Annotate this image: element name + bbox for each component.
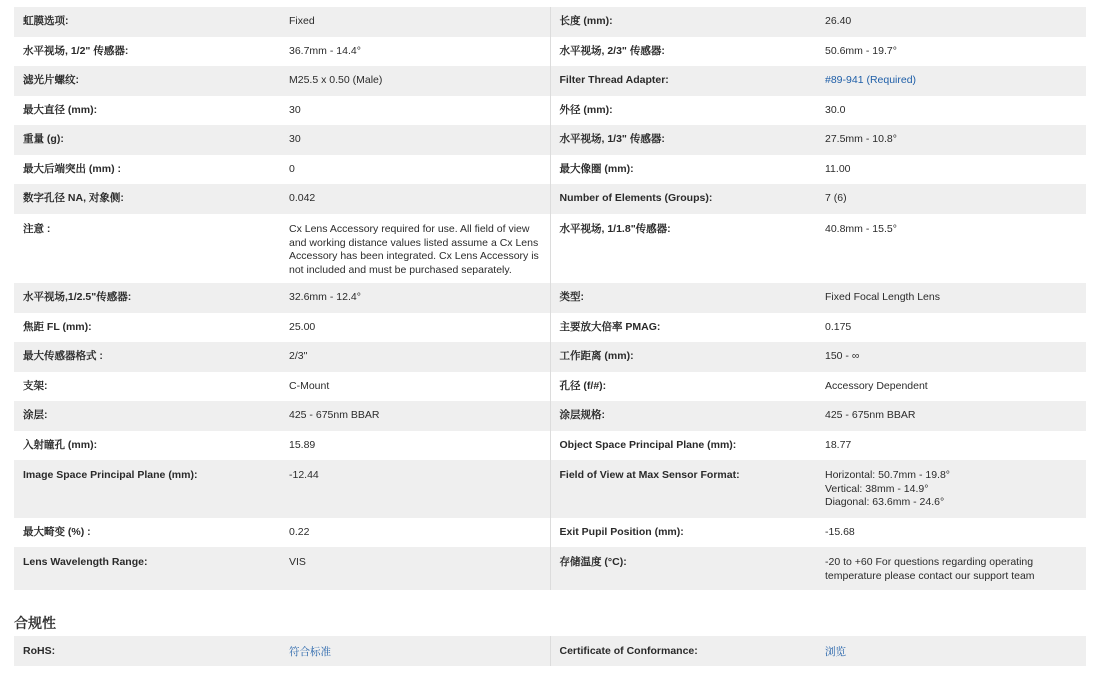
spec-label: 涂层规格: [550, 401, 816, 431]
spec-value: -12.44 [280, 460, 550, 518]
spec-value: Fixed [280, 7, 550, 37]
spec-label: 类型: [550, 283, 816, 313]
spec-value: Fixed Focal Length Lens [816, 283, 1086, 313]
table-row [14, 401, 1086, 431]
spec-label: 支架: [14, 372, 280, 401]
spec-label: 最大直径 (mm): [14, 96, 280, 125]
spec-label: 最大传感器格式 : [14, 342, 280, 372]
table-row [14, 214, 1086, 283]
spec-label: 注意 : [14, 214, 280, 283]
table-row [14, 96, 1086, 125]
spec-label: 水平视场, 1/3" 传感器: [550, 125, 816, 155]
spec-value: Accessory Dependent [816, 372, 1086, 401]
compliance-section-title: 合规性 [14, 615, 56, 631]
spec-value: 2/3" [280, 342, 550, 372]
spec-value: 30.0 [816, 96, 1086, 125]
spec-label: Filter Thread Adapter: [550, 66, 816, 96]
spec-label: 长度 (mm): [550, 7, 816, 37]
spec-value: 50.6mm - 19.7° [816, 37, 1086, 66]
spec-label: Field of View at Max Sensor Format: [550, 460, 816, 518]
fov-diagonal: Diagonal: 63.6mm - 24.6° [825, 496, 945, 508]
table-row [14, 155, 1086, 184]
table-row [14, 283, 1086, 313]
fov-horizontal: Horizontal: 50.7mm - 19.8° [825, 469, 951, 481]
spec-label: 主要放大倍率 PMAG: [550, 313, 816, 342]
spec-label: Image Space Principal Plane (mm): [14, 460, 280, 518]
spec-value: 40.8mm - 15.5° [816, 214, 1086, 283]
spec-value: Cx Lens Accessory required for use. All field of view and working distance values listed assume a Cx Lens Accessory has been integrated. Cx Lens Accessory is not included and must be purchased separately. [280, 214, 550, 283]
spec-label: 孔径 (f/#): [550, 372, 816, 401]
spec-value: 425 - 675nm BBAR [816, 401, 1086, 431]
spec-label: 涂层: [14, 401, 280, 431]
table-row [14, 460, 1086, 518]
spec-label: 水平视场, 1/1.8"传感器: [550, 214, 816, 283]
spec-label: 水平视场, 2/3" 传感器: [550, 37, 816, 66]
spec-value: 30 [280, 125, 550, 155]
spec-label: 最大像圈 (mm): [550, 155, 816, 184]
spec-value: 0.22 [280, 518, 550, 547]
rohs-compliant-link[interactable]: 符合标准 [280, 636, 550, 666]
spec-value: 32.6mm - 12.4° [280, 283, 550, 313]
spec-value: 15.89 [280, 431, 550, 460]
spec-value: 11.00 [816, 155, 1086, 184]
spec-label: 水平视场,1/2.5"传感器: [14, 283, 280, 313]
spec-value: 36.7mm - 14.4° [280, 37, 550, 66]
spec-value-multiline [816, 460, 1086, 518]
table-row [14, 431, 1086, 460]
spec-value: 0.042 [280, 184, 550, 214]
rohs-label: RoHS: [14, 636, 280, 666]
filter-thread-adapter-link[interactable]: #89-941 (Required) [816, 66, 1086, 96]
spec-label: 焦距 FL (mm): [14, 313, 280, 342]
spec-label: Exit Pupil Position (mm): [550, 518, 816, 547]
spec-value: 425 - 675nm BBAR [280, 401, 550, 431]
spec-label: 虹膜选项: [14, 7, 280, 37]
table-row [14, 313, 1086, 342]
table-row [14, 547, 1086, 590]
spec-value: M25.5 x 0.50 (Male) [280, 66, 550, 96]
compliance-table [14, 636, 1086, 666]
table-row [14, 125, 1086, 155]
spec-value: 150 - ∞ [816, 342, 1086, 372]
spec-label: Number of Elements (Groups): [550, 184, 816, 214]
table-row [14, 342, 1086, 372]
table-row [14, 37, 1086, 66]
spec-label: 最大后端突出 (mm) : [14, 155, 280, 184]
table-row [14, 636, 1086, 666]
spec-value: VIS [280, 547, 550, 590]
spec-value: 30 [280, 96, 550, 125]
table-row [14, 184, 1086, 214]
spec-value: C-Mount [280, 372, 550, 401]
spec-value: -20 to +60 For questions regarding operating temperature please contact our support team [816, 547, 1086, 590]
spec-value: 7 (6) [816, 184, 1086, 214]
table-row [14, 518, 1086, 547]
spec-value: 0 [280, 155, 550, 184]
fov-vertical: Vertical: 38mm - 14.9° [825, 482, 929, 495]
spec-value: 26.40 [816, 7, 1086, 37]
spec-label: 外径 (mm): [550, 96, 816, 125]
spec-label: 工作距离 (mm): [550, 342, 816, 372]
spec-label: 滤光片螺纹: [14, 66, 280, 96]
table-row [14, 372, 1086, 401]
spec-label: 重量 (g): [14, 125, 280, 155]
coc-view-link[interactable]: 浏览 [816, 636, 1086, 666]
spec-label: 水平视场, 1/2" 传感器: [14, 37, 280, 66]
spec-value: 25.00 [280, 313, 550, 342]
spec-value: 27.5mm - 10.8° [816, 125, 1086, 155]
spec-label: 最大畸变 (%) : [14, 518, 280, 547]
spec-label: Object Space Principal Plane (mm): [550, 431, 816, 460]
spec-label: 数字孔径 NA, 对象侧: [14, 184, 280, 214]
spec-label: 入射瞳孔 (mm): [14, 431, 280, 460]
spec-label: Lens Wavelength Range: [14, 547, 280, 590]
spec-value: 0.175 [816, 313, 1086, 342]
coc-label: Certificate of Conformance: [550, 636, 816, 666]
table-row [14, 7, 1086, 37]
specifications-table [14, 7, 1086, 590]
table-row [14, 66, 1086, 96]
spec-label: 存储温度 (°C): [550, 547, 816, 590]
spec-value: -15.68 [816, 518, 1086, 547]
spec-value: 18.77 [816, 431, 1086, 460]
